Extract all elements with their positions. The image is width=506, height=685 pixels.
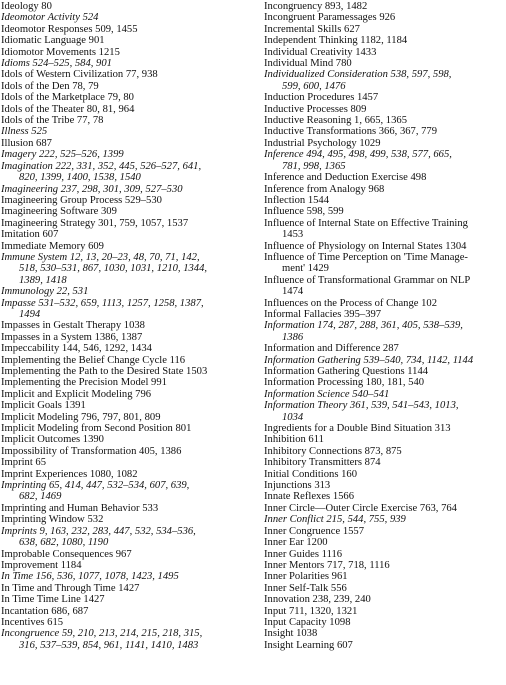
index-entry <box>1 81 251 92</box>
index-entry-continuation: ment' 1429 <box>282 263 329 275</box>
index-entry <box>264 58 506 69</box>
index-entry <box>264 320 506 343</box>
index-entry-line: Implementing the Belief Change Cycle 116 <box>1 354 186 366</box>
index-entry <box>1 343 251 354</box>
index-entry-line: Inner Polarities 961 <box>264 571 348 583</box>
index-entry <box>264 503 506 514</box>
index-entry <box>1 229 251 240</box>
index-entry <box>264 138 506 149</box>
index-entry-line: Inner Conflict 215, 544, 755, 939 <box>264 514 406 526</box>
index-entry-line: Imagineering Strategy 301, 759, 1057, 1537 <box>1 217 189 229</box>
index-entry-line: Inner Mentors 717, 718, 1116 <box>264 559 390 571</box>
index-entry-line: Influence of Physiology on Internal States 1304 <box>264 240 467 252</box>
index-entry <box>1 252 251 286</box>
index-entry <box>264 366 506 377</box>
index-entry <box>264 12 506 23</box>
index-entry-line: In Time Time Line 1427 <box>1 594 105 606</box>
index-entry-line: Implicit Modeling 796, 797, 801, 809 <box>1 411 161 423</box>
index-entry-line: Impasse 531–532, 659, 1113, 1257, 1258, 1387, <box>1 297 204 309</box>
index-entry-line: Information Theory 361, 539, 541–543, 1013, <box>264 400 459 412</box>
index-entry <box>1 355 251 366</box>
index-entry-line: Ideology 80 <box>1 1 52 12</box>
index-entry-line: Insight 1038 <box>264 628 318 640</box>
index-entry <box>1 400 251 411</box>
index-entry-continuation: 316, 537–539, 854, 961, 1141, 1410, 1483 <box>19 639 199 651</box>
index-entry-line: Incongruence 59, 210, 213, 214, 215, 218, 315, <box>1 628 203 640</box>
index-entry <box>1 241 251 252</box>
index-entry-line: Imprinting and Human Behavior 533 <box>1 502 159 514</box>
index-entry-line: Incentives 615 <box>1 616 64 628</box>
index-entry <box>264 206 506 217</box>
index-entry-line: Idiomatic Language 901 <box>1 35 105 47</box>
index-entry-line: Inner Congruence 1557 <box>264 525 365 537</box>
index-entry-line: Inference and Deduction Exercise 498 <box>264 172 427 184</box>
index-entry-line: Imprinting 65, 414, 447, 532–534, 607, 639, <box>1 480 190 492</box>
index-entry-line: Immediate Memory 609 <box>1 240 104 252</box>
index-entry <box>1 560 251 571</box>
index-entry-line: Impasses in Gestalt Therapy 1038 <box>1 320 145 332</box>
index-entry-line: Information Gathering 539–540, 734, 1142, 1144 <box>264 354 474 366</box>
index-entry <box>264 537 506 548</box>
index-entry <box>264 195 506 206</box>
index-entry <box>1 412 251 423</box>
index-entry <box>1 617 251 628</box>
index-entry <box>264 389 506 400</box>
index-entry <box>1 69 251 80</box>
index-entry-line: Impeccability 144, 546, 1292, 1434 <box>1 343 152 355</box>
index-entry-continuation: 1453 <box>282 229 304 241</box>
index-entry-line: Innovation 238, 239, 240 <box>264 594 371 606</box>
index-entry <box>264 571 506 582</box>
index-entry <box>1 218 251 229</box>
index-entry-line: In Time 156, 536, 1077, 1078, 1423, 1495 <box>1 571 179 583</box>
index-entry-continuation: 682, 1469 <box>19 491 62 503</box>
index-entry-line: Inductive Reasoning 1, 665, 1365 <box>264 115 407 127</box>
index-entry <box>1 206 251 217</box>
index-entry-continuation: 781, 998, 1365 <box>282 160 346 172</box>
index-entry <box>1 184 251 195</box>
index-entry-line: Imagineering 237, 298, 301, 309, 527–530 <box>1 183 183 195</box>
index-entry <box>1 606 251 617</box>
index-entry <box>1 115 251 126</box>
index-entry-line: Imagery 222, 525–526, 1399 <box>1 149 124 161</box>
index-entry <box>264 1 506 12</box>
index-entry-line: Informal Fallacies 395–397 <box>264 308 382 320</box>
index-entry-line: Industrial Psychology 1029 <box>264 137 381 149</box>
index-entry-line: Implicit Goals 1391 <box>1 400 86 412</box>
index-entry-line: Implicit Outcomes 1390 <box>1 434 104 446</box>
index-entry-line: Immunology 22, 531 <box>1 286 89 298</box>
index-entry <box>264 218 506 241</box>
index-entry-line: Illusion 687 <box>1 137 52 149</box>
index-entry <box>264 241 506 252</box>
index-entry <box>264 549 506 560</box>
index-entry-line: Independent Thinking 1182, 1184 <box>264 35 408 47</box>
index-entry <box>1 92 251 103</box>
index-entry-line: Input Capacity 1098 <box>264 616 351 628</box>
index-entry-line: Ingredients for a Double Bind Situation 313 <box>264 423 451 435</box>
index-entry <box>264 514 506 525</box>
index-entry-line: Incremental Skills 627 <box>264 23 360 35</box>
index-entry <box>264 628 506 639</box>
index-entry <box>1 526 251 549</box>
index-entry <box>264 47 506 58</box>
index-entry <box>264 252 506 275</box>
index-entry <box>264 104 506 115</box>
index-entry <box>1 628 251 651</box>
index-entry-line: Idols of Western Civilization 77, 938 <box>1 69 158 81</box>
index-entry-line: Inference 494, 495, 498, 499, 538, 577, 665, <box>264 149 452 161</box>
index-entry-line: Information Processing 180, 181, 540 <box>264 377 425 389</box>
index-entry <box>1 446 251 457</box>
index-entry-continuation: 1389, 1418 <box>19 274 67 286</box>
index-entry-line: Inhibitory Connections 873, 875 <box>264 445 402 457</box>
index-entry <box>1 571 251 582</box>
index-entry <box>264 594 506 605</box>
index-entry <box>264 298 506 309</box>
index-entry-line: Input 711, 1320, 1321 <box>264 605 358 617</box>
index-entry-line: Induction Procedures 1457 <box>264 92 379 104</box>
index-entry <box>1 195 251 206</box>
index-entry-line: Inference from Analogy 968 <box>264 183 385 195</box>
index-entry-line: Imprint 65 <box>1 457 47 469</box>
index-entry <box>264 560 506 571</box>
index-entry <box>264 583 506 594</box>
index-entry-continuation: 599, 600, 1476 <box>282 80 346 92</box>
index-entry <box>264 434 506 445</box>
index-entry <box>264 149 506 172</box>
index-entry-continuation: 518, 530–531, 867, 1030, 1031, 1210, 1344, <box>19 263 208 275</box>
index-entry <box>1 594 251 605</box>
index-entry <box>1 389 251 400</box>
index-entry <box>1 35 251 46</box>
index-entry-line: Inner Circle—Outer Circle Exercise 763, 764 <box>264 502 457 514</box>
index-entry-line: Imagineering Software 309 <box>1 206 117 218</box>
index-entry <box>264 400 506 423</box>
index-entry <box>1 423 251 434</box>
index-entry-line: Implementing the Path to the Desired State 1503 <box>1 366 208 377</box>
index-entry <box>1 514 251 525</box>
index-entry <box>264 640 506 651</box>
index-entry <box>1 58 251 69</box>
index-entry-line: Idiomotor Movements 1215 <box>1 46 120 58</box>
index-entry <box>264 423 506 434</box>
index-entry <box>1 469 251 480</box>
index-entry-continuation: 1474 <box>282 286 304 298</box>
index-column-left <box>1 1 251 651</box>
index-entry <box>264 457 506 468</box>
index-entry-line: Influence 598, 599 <box>264 206 344 218</box>
index-entry <box>264 526 506 537</box>
index-entry <box>264 275 506 298</box>
index-entry <box>1 457 251 468</box>
index-entry <box>264 355 506 366</box>
index-entry-line: Idols of the Marketplace 79, 80 <box>1 92 134 104</box>
index-entry <box>264 469 506 480</box>
index-entry-line: Inner Guides 1116 <box>264 548 343 560</box>
index-entry-line: Inductive Processes 809 <box>264 103 367 115</box>
index-entry-continuation: 1386 <box>282 331 304 343</box>
index-entry-line: Innate Reflexes 1566 <box>264 491 355 503</box>
index-entry-line: Inhibition 611 <box>264 434 324 446</box>
index-entry-line: Individual Creativity 1433 <box>264 46 377 58</box>
index-entry <box>1 104 251 115</box>
index-entry-line: Incongruency 893, 1482 <box>264 1 368 12</box>
index-entry-line: Idols of the Theater 80, 81, 964 <box>1 103 135 115</box>
index-entry-line: Inflection 1544 <box>264 194 330 206</box>
index-entry-line: Initial Conditions 160 <box>264 468 357 480</box>
index-entry <box>1 138 251 149</box>
index-entry <box>1 332 251 343</box>
index-entry <box>1 149 251 160</box>
index-entry <box>264 309 506 320</box>
index-entry <box>1 126 251 137</box>
index-entry-line: Incantation 686, 687 <box>1 605 89 617</box>
index-entry-continuation: 1494 <box>19 308 41 320</box>
index-entry-continuation: 638, 682, 1080, 1190 <box>19 537 109 549</box>
index-entry-line: Information Science 540–541 <box>264 388 390 400</box>
index-entry <box>264 24 506 35</box>
index-entry-line: Insight Learning 607 <box>264 639 353 651</box>
index-entry <box>264 606 506 617</box>
index-entry-line: Illness 525 <box>1 126 48 138</box>
index-entry <box>1 434 251 445</box>
index-entry-line: Inhibitory Transmitters 874 <box>264 457 381 469</box>
index-entry <box>264 172 506 183</box>
index-entry-line: Imprints 9, 163, 232, 283, 447, 532, 534–536, <box>1 525 196 537</box>
index-entry-continuation: 1034 <box>282 411 304 423</box>
index-entry-line: Influence of Time Perception on 'Time Manage- <box>264 251 468 263</box>
index-entry-continuation: 820, 1399, 1400, 1538, 1540 <box>19 172 141 184</box>
index-entry <box>264 35 506 46</box>
index-entry-line: Idioms 524–525, 584, 901 <box>1 58 112 70</box>
index-entry <box>1 480 251 503</box>
index-entry-line: Injunctions 313 <box>264 480 331 492</box>
index-entry-line: Information Gathering Questions 1144 <box>264 366 429 377</box>
index-entry <box>1 320 251 331</box>
index-entry <box>264 377 506 388</box>
index-entry <box>1 286 251 297</box>
index-entry-line: Imagineering Group Process 529–530 <box>1 194 162 206</box>
index-entry-line: Information 174, 287, 288, 361, 405, 538–539, <box>264 320 463 332</box>
index-entry <box>1 298 251 321</box>
index-entry <box>264 69 506 92</box>
index-entry-line: Impasses in a System 1386, 1387 <box>1 331 143 343</box>
index-entry <box>1 549 251 560</box>
index-entry <box>1 1 251 12</box>
index-entry-line: Implicit Modeling from Second Position 801 <box>1 423 192 435</box>
index-entry-line: Inner Self-Talk 556 <box>264 582 347 594</box>
index-entry <box>264 115 506 126</box>
index-entry-line: Impossibility of Transformation 405, 1386 <box>1 445 182 457</box>
index-entry <box>264 617 506 628</box>
index-entry-line: Imprint Experiences 1080, 1082 <box>1 468 138 480</box>
index-entry-line: Individualized Consideration 538, 597, 598, <box>264 69 452 81</box>
index-entry <box>1 583 251 594</box>
index-entry <box>264 92 506 103</box>
index-entry-line: Individual Mind 780 <box>264 58 352 70</box>
index-entry <box>264 343 506 354</box>
index-entry <box>1 161 251 184</box>
index-entry <box>1 503 251 514</box>
index-entry-line: Influences on the Process of Change 102 <box>264 297 437 309</box>
index-entry-line: Information and Difference 287 <box>264 343 399 355</box>
index-entry-line: Incongruent Paramessages 926 <box>264 12 396 24</box>
index-entry-line: Imitation 607 <box>1 229 59 241</box>
index-entry-line: Immune System 12, 13, 20–23, 48, 70, 71, 142, <box>1 251 200 263</box>
index-entry-line: Implicit and Explicit Modeling 796 <box>1 388 152 400</box>
index-entry <box>1 366 251 377</box>
index-entry-line: Inner Ear 1200 <box>264 537 328 549</box>
index-entry <box>264 126 506 137</box>
index-entry <box>1 47 251 58</box>
index-entry-line: Influence of Internal State on Effective Training <box>264 217 468 229</box>
index-entry <box>264 184 506 195</box>
index-entry-line: Ideomotor Activity 524 <box>1 12 99 24</box>
index-entry <box>1 24 251 35</box>
index-entry-line: Inductive Transformations 366, 367, 779 <box>264 126 438 138</box>
index-entry-line: Imprinting Window 532 <box>1 514 104 526</box>
index-entry-line: Imagination 222, 331, 352, 445, 526–527, 641, <box>1 160 202 172</box>
index-entry-line: Idols of the Den 78, 79 <box>1 80 99 92</box>
index-entry <box>1 12 251 23</box>
index-entry <box>264 480 506 491</box>
index-entry-line: Improbable Consequences 967 <box>1 548 132 560</box>
index-entry-line: Improvement 1184 <box>1 559 82 571</box>
index-column-right <box>264 1 506 651</box>
index-entry-line: Influence of Transformational Grammar on NLP <box>264 274 471 286</box>
index-entry-line: Ideomotor Responses 509, 1455 <box>1 23 138 35</box>
index-entry <box>1 377 251 388</box>
index-entry-line: Implementing the Precision Model 991 <box>1 377 167 389</box>
index-entry <box>264 491 506 502</box>
index-entry-line: Idols of the Tribe 77, 78 <box>1 115 104 127</box>
index-entry-line: In Time and Through Time 1427 <box>1 582 140 594</box>
index-entry <box>264 446 506 457</box>
